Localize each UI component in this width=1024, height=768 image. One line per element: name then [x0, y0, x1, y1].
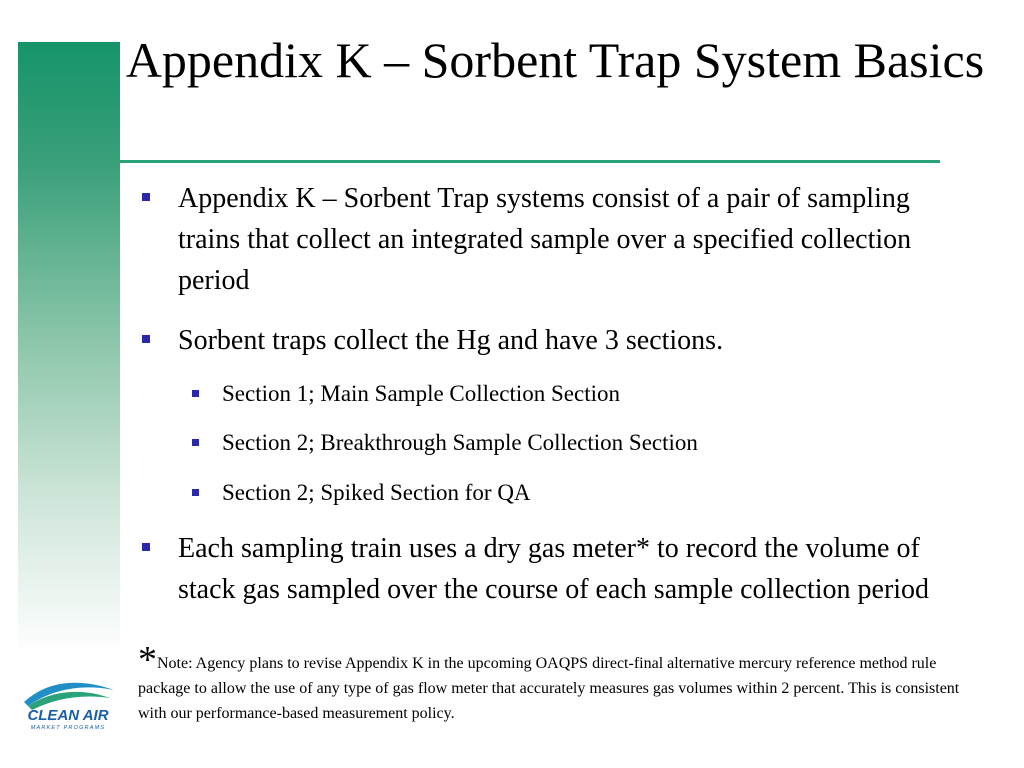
bullet-text: Each sampling train uses a dry gas meter* to record the volume of stack gas sampled over the course of each sample collection period: [178, 533, 930, 605]
bullet-item: [142, 320, 942, 361]
logo-name: CLEAN AIR: [27, 707, 109, 724]
footnote: [138, 639, 968, 726]
sub-bullet-text: Section 2; Breakthrough Sample Collection Section: [222, 430, 698, 455]
square-bullet-icon: [142, 335, 150, 343]
clean-air-logo: [18, 672, 118, 732]
square-bullet-icon: [192, 489, 199, 496]
sub-bullet-text: Section 1; Main Sample Collection Section: [222, 381, 620, 406]
sub-bullet-item: [192, 379, 952, 409]
square-bullet-icon: [192, 390, 199, 397]
bullet-text: Sorbent traps collect the Hg and have 3 sections.: [178, 325, 724, 356]
bullet-text: Appendix K – Sorbent Trap systems consist of a pair of sampling trains that collect an integrated sample over a specified collection period: [178, 183, 912, 296]
title-divider: [120, 160, 940, 163]
sub-bullet-text: Section 2; Spiked Section for QA: [222, 480, 531, 505]
square-bullet-icon: [192, 439, 199, 446]
bullet-item: [142, 528, 942, 610]
bullet-item: [142, 178, 942, 301]
square-bullet-icon: [142, 543, 150, 551]
logo-tagline: MARKET PROGRAMS: [30, 725, 106, 731]
sub-bullet-item: [192, 428, 952, 458]
footnote-text: Note: Agency plans to revise Appendix K in the upcoming OAQPS direct-final alternative mercury reference method rule package to allow the use of any type of gas flow meter that accurately measures gas volumes within 2 percent. This is consistent with our performance-based measurement policy.: [138, 655, 960, 722]
footnote-marker: *: [138, 639, 157, 681]
slide-title: Appendix K – Sorbent Trap System Basics: [125, 32, 985, 88]
square-bullet-icon: [142, 193, 150, 201]
sub-bullet-item: [192, 478, 952, 508]
side-gradient-bar: [18, 42, 120, 654]
